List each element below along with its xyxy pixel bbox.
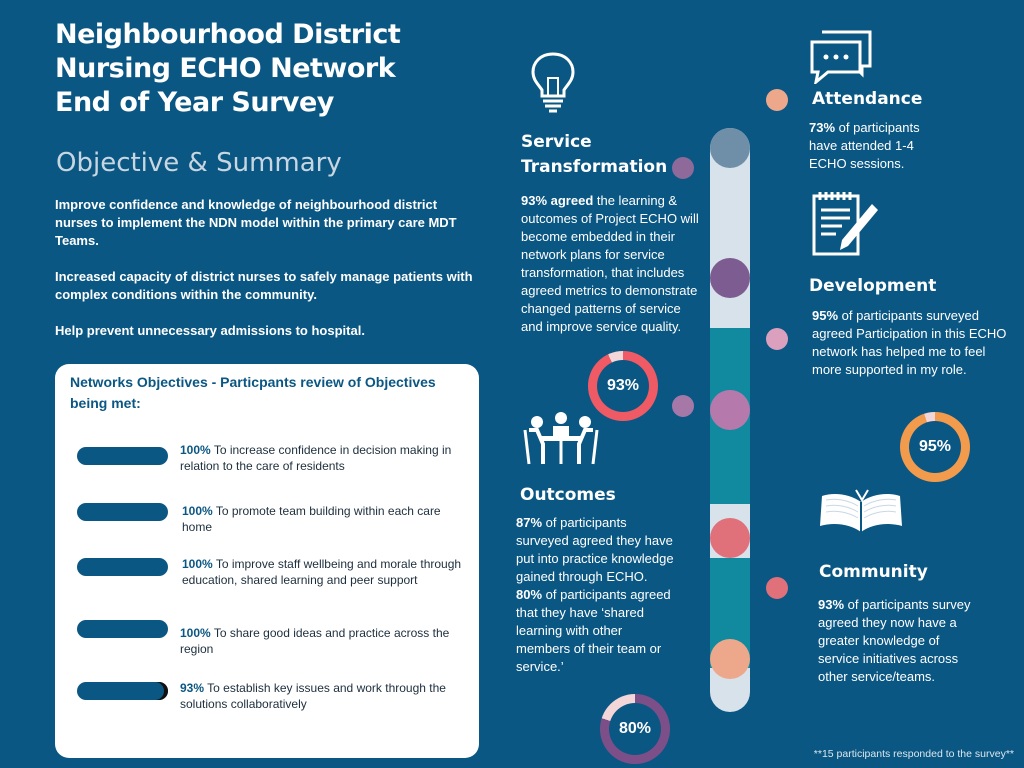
objective-item xyxy=(182,503,472,535)
objective-percent: 100% xyxy=(180,626,211,640)
objective-bar xyxy=(77,447,168,465)
community-text xyxy=(818,596,978,686)
service-description: the learning & outcomes of Project ECHO will become embedded in their network plans for service transformation, that includes agreed metrics to demonstrate changed patterns of service and improve service quality. xyxy=(521,193,699,334)
objective-text: To establish key issues and work through the solutions collaboratively xyxy=(180,681,446,711)
clipboard-pen-icon xyxy=(810,188,880,260)
marker-dot xyxy=(672,395,694,417)
timeline-node xyxy=(710,128,750,168)
title-line-3: End of Year Survey xyxy=(55,87,334,118)
service-heading-line: Service xyxy=(521,132,592,152)
outcomes-donut-label: 80% xyxy=(609,703,661,755)
objective-item xyxy=(180,625,470,657)
outcomes-heading: Outcomes xyxy=(520,485,616,505)
attendance-description: of participants have attended 1-4 ECHO sessions. xyxy=(809,120,920,171)
timeline-node xyxy=(710,258,750,298)
objective-item xyxy=(180,442,470,474)
objective-percent: 100% xyxy=(182,504,213,518)
service-heading-line: Transformation xyxy=(521,157,668,177)
objectives-panel-title: Networks Objectives - Particpants review of Objectives being met: xyxy=(70,374,436,411)
development-heading: Development xyxy=(809,276,937,296)
service-stat: 93% agreed xyxy=(521,193,594,208)
marker-dot xyxy=(766,577,788,599)
meeting-table-icon xyxy=(521,410,601,468)
marker-dot xyxy=(766,89,788,111)
objective-bar xyxy=(77,620,168,638)
service-transformation-text xyxy=(521,192,701,336)
objectives-panel xyxy=(55,364,479,758)
objective-text: To improve staff wellbeing and morale through education, shared learning and peer support xyxy=(182,557,462,587)
objective-text: To increase confidence in decision making in relation to the care of residents xyxy=(180,443,452,473)
development-text xyxy=(812,307,1012,379)
attendance-heading: Attendance xyxy=(812,89,923,109)
chat-bubble-icon xyxy=(808,28,874,84)
service-transformation-heading xyxy=(521,130,667,180)
outcomes-description: of participants surveyed agreed they have put into practice knowledge gained through ECHO. xyxy=(516,515,674,584)
marker-dot xyxy=(672,157,694,179)
community-description: of participants survey agreed they now have a greater knowledge of service initiatives across other service/teams. xyxy=(818,597,971,684)
timeline-node xyxy=(710,390,750,430)
summary-paragraph: Improve confidence and knowledge of neighbourhood district nurses to implement the NDN model within the primary care MDT Teams. xyxy=(55,197,457,248)
objective-bar xyxy=(77,558,168,576)
objective-percent: 100% xyxy=(182,557,213,571)
objective-text: To share good ideas and practice across the region xyxy=(180,626,450,656)
community-heading: Community xyxy=(819,562,928,582)
outcomes-donut-chart xyxy=(600,694,670,764)
title-line-1: Neighbourhood District xyxy=(55,19,401,50)
objective-text: To promote team building within each care home xyxy=(182,504,441,534)
service-donut-label: 93% xyxy=(597,360,649,412)
development-donut-label: 95% xyxy=(909,421,961,473)
objective-percent: 100% xyxy=(180,443,211,457)
marker-dot xyxy=(766,328,788,350)
objective-item xyxy=(180,680,470,712)
outcomes-stat: 87% xyxy=(516,515,543,530)
footnote: **15 participants responded to the survey** xyxy=(813,748,1014,760)
attendance-stat: 73% xyxy=(809,120,836,135)
summary-paragraph: Help prevent unnecessary admissions to hospital. xyxy=(55,323,365,338)
objective-percent: 93% xyxy=(180,681,205,695)
summary-text xyxy=(55,196,475,358)
timeline-node xyxy=(710,518,750,558)
attendance-text xyxy=(809,119,949,173)
objective-bar xyxy=(77,503,168,521)
title-line-2: Nursing ECHO Network xyxy=(55,53,396,84)
development-description: of participants surveyed agreed Participation in this ECHO network has helped me to feel more supported in my role. xyxy=(812,308,1007,377)
open-book-icon xyxy=(816,488,906,536)
outcomes-stat: 80% xyxy=(516,587,543,602)
development-donut-chart xyxy=(900,412,970,482)
timeline-node xyxy=(710,639,750,679)
development-stat: 95% xyxy=(812,308,839,323)
community-stat: 93% xyxy=(818,597,845,612)
summary-paragraph: Increased capacity of district nurses to safely manage patients with complex conditions within the community. xyxy=(55,269,473,302)
objective-item xyxy=(182,556,472,588)
objective-bar xyxy=(77,682,168,700)
page-title xyxy=(55,18,495,120)
outcomes-description: of participants agreed that they have ‘shared learning with other members of their team or service.’ xyxy=(516,587,671,674)
subtitle: Objective & Summary xyxy=(56,148,342,178)
outcomes-text xyxy=(516,514,676,676)
lightbulb-icon xyxy=(528,50,578,114)
